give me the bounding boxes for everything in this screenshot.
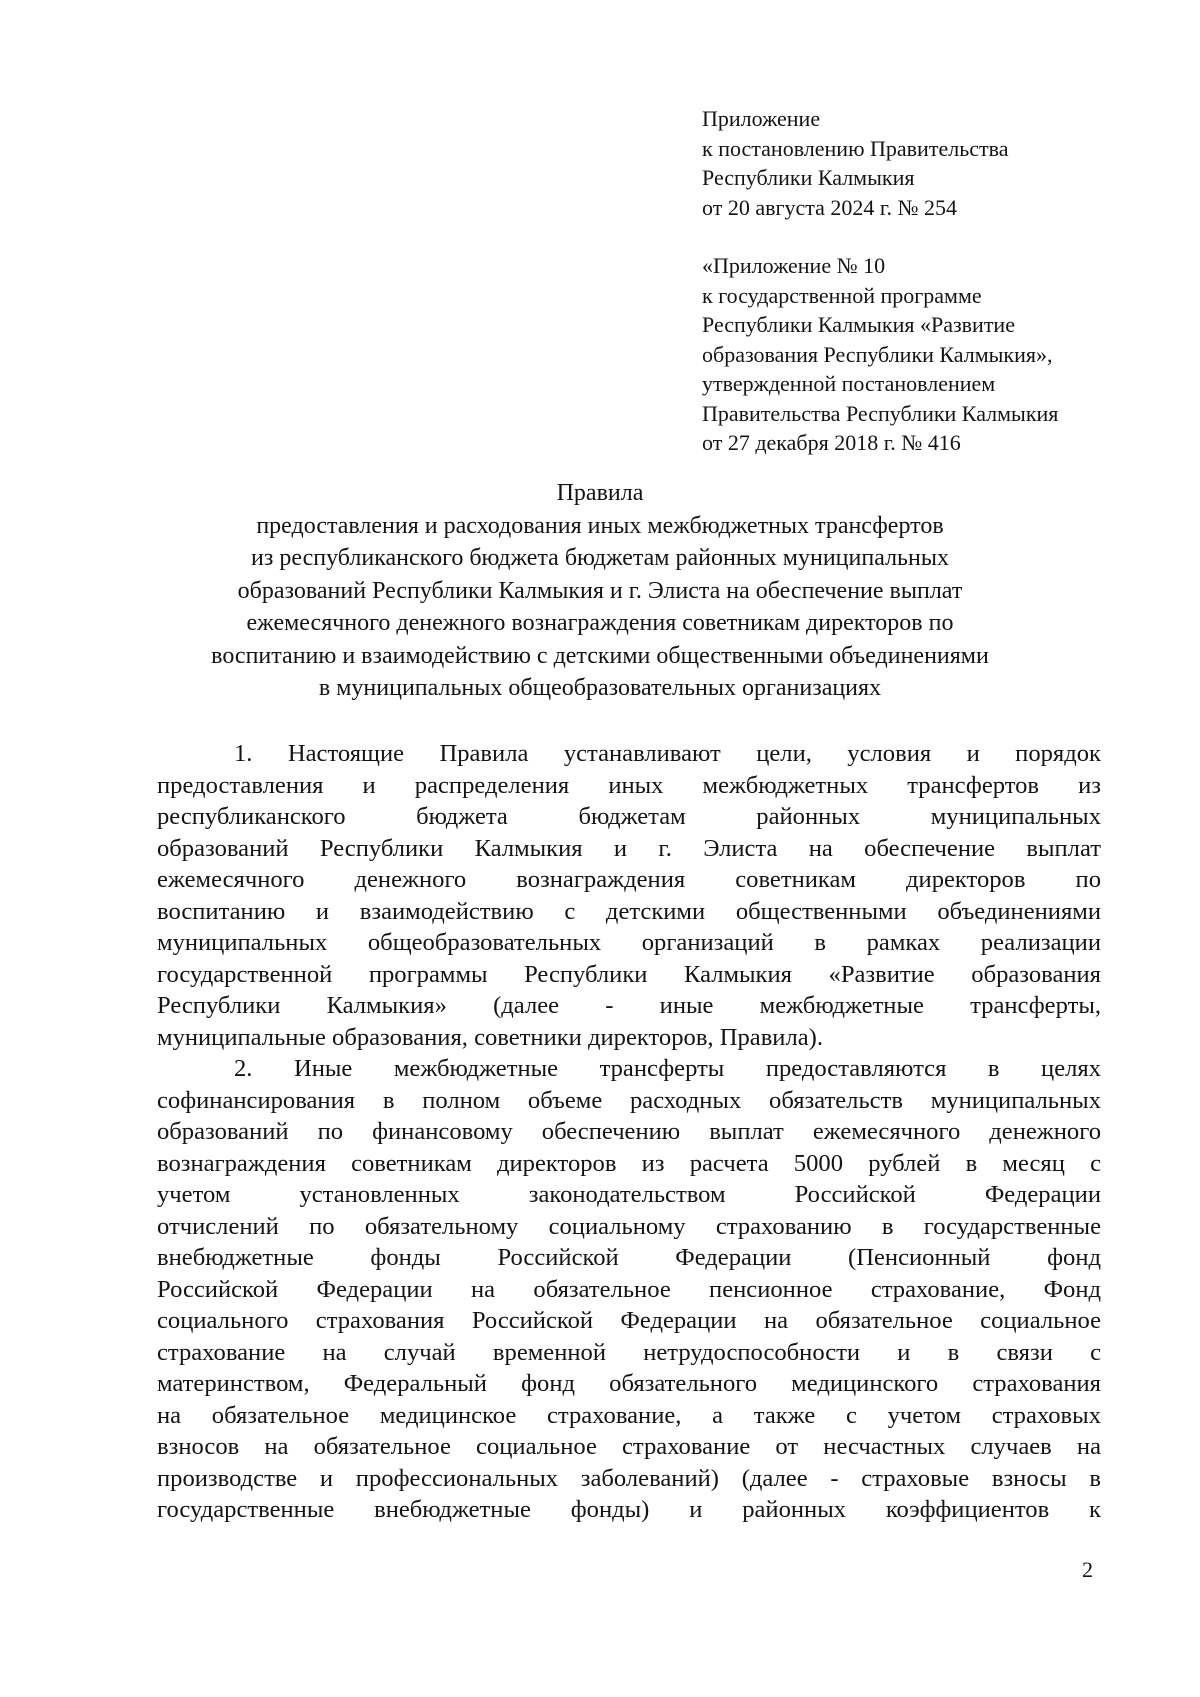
appendix-header-program (702, 251, 1162, 458)
paragraph-2-line: внебюджетные фонды Российской Федерации (Пенсионный фонд (157, 1244, 1101, 1271)
paragraph-2-line: на обязательное медицинское страхование, а также с учетом страховых (157, 1401, 1101, 1429)
title-line: воспитанию и взаимодействию с детскими общественными объединениями (211, 642, 989, 669)
paragraph-2-line: страхование на случай временной нетрудоспособности и в связи с (157, 1338, 1101, 1366)
appendix-header-resolution (702, 104, 1162, 222)
paragraph-1-line: 1. Настоящие Правила устанавливают цели, условия и порядок (234, 740, 1101, 767)
title-line: ежемесячного денежного вознаграждения советникам директоров по (246, 610, 954, 636)
paragraph-2-line: материнством, Федеральный фонд обязательного медицинского страхования (157, 1370, 1101, 1397)
appendix-line: к государственной программе (702, 282, 982, 308)
appendix-line: «Приложение № 10 (702, 253, 886, 278)
appendix-line: Республики Калмыкия (702, 165, 915, 190)
paragraph-1-line: государственной программы Республики Калмыкия «Развитие образования (157, 960, 1101, 988)
paragraph-2-line: учетом установленных законодательством Российской Федерации (157, 1181, 1101, 1208)
paragraph-1-line: воспитанию и взаимодействию с детскими общественными объединениями (157, 897, 1101, 925)
paragraph-1-line: ежемесячного денежного вознаграждения советникам директоров по (157, 866, 1101, 893)
paragraph-1-line: муниципальных общеобразовательных организаций в рамках реализации (157, 929, 1101, 956)
appendix-line: Республики Калмыкия «Развитие (702, 312, 1015, 337)
document-title (150, 477, 1050, 705)
paragraph-2-line: социального страхования Российской Федерации на обязательное социальное (157, 1307, 1101, 1334)
paragraph-2-line: 2. Иные межбюджетные трансферты предоставляются в целях (234, 1055, 1101, 1082)
paragraph-1-line: Республики Калмыкия» (далее - иные межбюджетные трансферты, (157, 992, 1101, 1019)
paragraph-2-line: отчислений по обязательному социальному страхованию в государственные (157, 1212, 1101, 1240)
paragraph-2-line: взносов на обязательное социальное страхование от несчастных случаев на (157, 1433, 1101, 1460)
paragraph-2-line: производстве и профессиональных заболеваний) (далее - страховые взносы в (157, 1464, 1101, 1492)
title-line: предоставления и расходования иных межбюджетных трансфертов (256, 512, 944, 539)
paragraph-1-line: муниципальные образования, советники директоров, Правила). (157, 1023, 824, 1051)
paragraph-2-line: Российской Федерации на обязательное пенсионное страхование, Фонд (157, 1275, 1101, 1303)
paragraph-1-line: республиканского бюджета бюджетам районных муниципальных (157, 803, 1101, 830)
paragraph-2-line: софинансирования в полном объеме расходных обязательств муниципальных (157, 1086, 1101, 1114)
title-line: в муниципальных общеобразовательных организациях (318, 675, 882, 701)
appendix-line: образования Республики Калмыкия», (702, 341, 1053, 367)
appendix-line: от 27 декабря 2018 г. № 416 (702, 430, 961, 455)
appendix-line: утвержденной постановлением (702, 371, 996, 396)
paragraph-2-line: государственные внебюджетные фонды) и районных коэффициентов к (157, 1496, 1101, 1523)
appendix-line: Приложение (702, 106, 821, 131)
title-heading: Правила (556, 480, 644, 506)
paragraph-2-line: образований по финансовому обеспечению выплат ежемесячного денежного (157, 1118, 1101, 1145)
appendix-line: к постановлению Правительства (702, 135, 1009, 161)
page-number: 2 (1082, 1557, 1093, 1582)
paragraph-1-line: образований Республики Калмыкия и г. Элиста на обеспечение выплат (157, 834, 1101, 862)
paragraph-2-line: вознаграждения советникам директоров из расчета 5000 рублей в месяц с (157, 1149, 1101, 1177)
title-line: из республиканского бюджета бюджетам районных муниципальных (251, 545, 949, 571)
title-line: образований Республики Калмыкия и г. Элиста на обеспечение выплат (237, 577, 963, 604)
appendix-line: от 20 августа 2024 г. № 254 (702, 194, 957, 220)
appendix-line: Правительства Республики Калмыкия (702, 400, 1059, 426)
paragraph-1-line: предоставления и распределения иных межбюджетных трансфертов из (157, 771, 1101, 799)
document-body (157, 738, 1101, 1526)
